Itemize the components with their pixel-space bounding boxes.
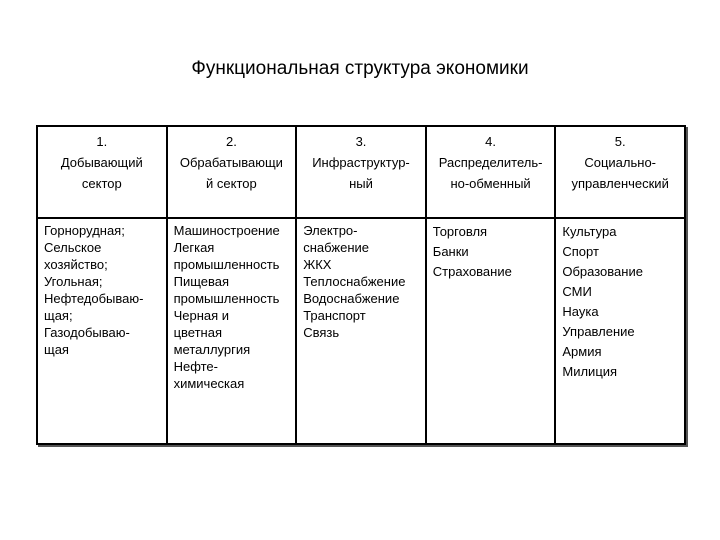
list-item: Милиция <box>562 364 618 379</box>
list-item: цветная <box>173 325 223 340</box>
column-header-line: но-обменный <box>450 176 531 191</box>
list-item: Образование <box>562 264 643 279</box>
column-header-line: Добывающий <box>60 155 143 170</box>
column-header-5 <box>555 126 685 218</box>
sector-items-4 <box>426 218 556 444</box>
list-item: Банки <box>432 244 469 259</box>
list-item: промышленность <box>173 257 280 272</box>
column-header-2 <box>167 126 297 218</box>
list-item: Машиностроение <box>173 223 280 238</box>
column-number: 3. <box>355 134 367 149</box>
list-item: щая <box>44 342 69 357</box>
list-item: Нефтедобываю- <box>44 291 144 306</box>
list-item: ЖКХ <box>303 257 332 272</box>
table-header-row <box>37 126 685 218</box>
list-item: Сельское <box>44 240 102 255</box>
column-number: 4. <box>485 134 496 149</box>
list-item: Связь <box>303 325 340 340</box>
list-item: Водоснабжение <box>303 291 400 306</box>
sector-items-1 <box>37 218 167 444</box>
sector-items-3 <box>296 218 426 444</box>
column-number: 5. <box>614 134 626 149</box>
sector-items-5 <box>555 218 685 444</box>
list-item: Культура <box>562 224 617 239</box>
column-header-line: управленческий <box>571 176 669 191</box>
list-item: Нефте- <box>173 359 218 374</box>
column-header-line: Социально- <box>584 155 657 170</box>
column-header-line: Инфраструктур- <box>312 155 410 170</box>
list-item: Наука <box>562 304 599 319</box>
list-item: СМИ <box>562 284 592 299</box>
list-item: Спорт <box>562 244 599 259</box>
list-item: Торговля <box>432 224 488 239</box>
column-header-1 <box>37 126 167 218</box>
column-number: 1. <box>96 134 108 149</box>
column-number: 2. <box>225 134 237 149</box>
list-item: хозяйство; <box>44 257 108 272</box>
list-item: Легкая <box>173 240 215 255</box>
column-header-line: Обрабатывающи <box>179 155 283 170</box>
list-item: снабжение <box>303 240 369 255</box>
list-item: химическая <box>173 376 245 391</box>
economy-structure-table <box>36 125 686 445</box>
sector-items-2 <box>167 218 297 444</box>
list-item: Страхование <box>432 264 512 279</box>
list-item: Транспорт <box>303 308 366 323</box>
list-item: промышленность <box>173 291 280 306</box>
list-item: Пищевая <box>173 274 230 289</box>
list-item: Управление <box>562 324 635 339</box>
column-header-line: ный <box>349 176 373 191</box>
page-title: Функциональная структура экономики <box>191 58 529 79</box>
column-header-line: сектор <box>81 176 122 191</box>
list-item: щая; <box>44 308 73 323</box>
list-item: Армия <box>562 344 602 359</box>
column-header-line: й сектор <box>206 176 257 191</box>
list-item: Теплоснабжение <box>303 274 406 289</box>
list-item: Горнорудная; <box>44 223 125 238</box>
list-item: Угольная; <box>44 274 103 289</box>
column-header-4 <box>426 126 556 218</box>
column-header-line: Распределитель- <box>438 155 543 170</box>
table-body-row <box>37 218 685 444</box>
list-item: Газодобываю- <box>44 325 130 340</box>
column-header-3 <box>296 126 426 218</box>
list-item: металлургия <box>173 342 251 357</box>
list-item: Электро- <box>303 223 358 238</box>
list-item: Черная и <box>173 308 230 323</box>
